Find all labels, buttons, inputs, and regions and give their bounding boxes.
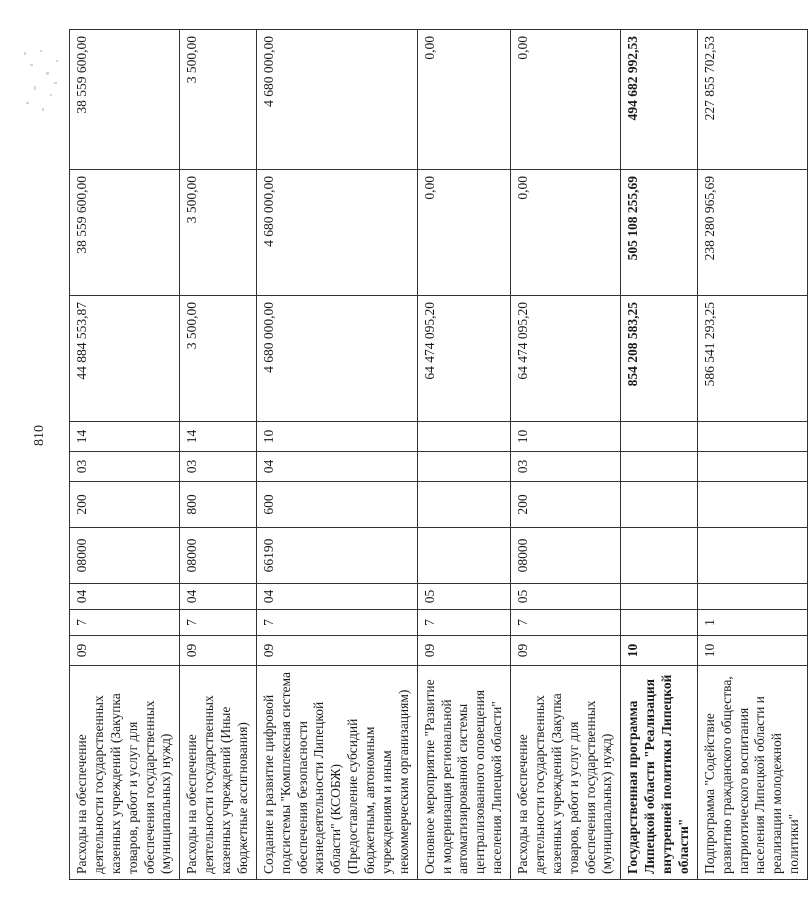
code-om [697, 584, 807, 610]
code-pp: 7 [70, 610, 180, 636]
amount-year2: 3 500,00 [180, 170, 257, 296]
amount-year2: 238 280 965,69 [697, 170, 807, 296]
code-gp: 09 [511, 636, 621, 666]
amount-year3: 38 559 600,00 [70, 30, 180, 170]
code-subsection: 10 [256, 422, 417, 452]
code-expense-type [417, 482, 510, 528]
amount-year1: 4 680 000,00 [256, 296, 417, 422]
code-gp: 10 [697, 636, 807, 666]
code-expense-type: 800 [180, 482, 257, 528]
budget-table [69, 29, 808, 880]
code-subsection [697, 422, 807, 452]
amount-year3: 494 682 992,53 [621, 30, 698, 170]
amount-year1: 3 500,00 [180, 296, 257, 422]
table-row [256, 30, 417, 880]
code-pp: 1 [697, 610, 807, 636]
code-expense-type: 200 [70, 482, 180, 528]
code-direction [621, 528, 698, 584]
scan-smudge [20, 42, 64, 122]
code-direction [417, 528, 510, 584]
code-gp: 10 [621, 636, 698, 666]
code-om [621, 584, 698, 610]
code-section: 04 [256, 452, 417, 482]
code-gp: 09 [256, 636, 417, 666]
code-subsection: 10 [511, 422, 621, 452]
name-cell: Государственная программа Липецкой области "Реализация внутренней политики Липецкой области" [621, 666, 698, 880]
amount-year2: 0,00 [511, 170, 621, 296]
name-cell: Подпрограмма "Содействие развитию гражданского общества, патриотического воспитания населения Липецкой области и реализации молодежной политики" [697, 666, 807, 880]
code-pp: 7 [180, 610, 257, 636]
code-expense-type: 600 [256, 482, 417, 528]
name-cell: Расходы на обеспечение деятельности государственных казенных учреждений (Закупка товаров, работ и услуг для обеспечения государственных (муниципальных) нужд) [511, 666, 621, 880]
table-row [697, 30, 807, 880]
code-section: 03 [511, 452, 621, 482]
code-pp: 7 [417, 610, 510, 636]
table-row [621, 30, 698, 880]
amount-year3: 227 855 702,53 [697, 30, 807, 170]
amount-year1: 44 884 553,87 [70, 296, 180, 422]
code-direction [697, 528, 807, 584]
code-om: 04 [256, 584, 417, 610]
table-row [180, 30, 257, 880]
name-cell: Расходы на обеспечение деятельности государственных казенных учреждений (Закупка товаров, работ и услуг для обеспечения государственных (муниципальных) нужд) [70, 666, 180, 880]
code-section [417, 452, 510, 482]
amount-year3: 3 500,00 [180, 30, 257, 170]
table-row [70, 30, 180, 880]
amount-year1: 64 474 095,20 [417, 296, 510, 422]
name-cell: Создание и развитие цифровой подсистемы "Комплексная система обеспечения безопасности жизнедеятельности Липецкой области" (КСОБЖ) (Предоставление субсидий бюджетным, автономным учреждениям и иным некоммерческим организациям) [256, 666, 417, 880]
budget-table-body [70, 30, 808, 880]
code-section [621, 452, 698, 482]
code-gp: 09 [180, 636, 257, 666]
code-om: 05 [417, 584, 510, 610]
code-section [697, 452, 807, 482]
code-section: 03 [180, 452, 257, 482]
amount-year1: 854 208 583,25 [621, 296, 698, 422]
code-gp: 09 [417, 636, 510, 666]
code-subsection [417, 422, 510, 452]
code-expense-type [621, 482, 698, 528]
name-cell: Основное мероприятие "Развитие и модернизация региональной автоматизированной системы централизованного оповещения населения Липецкой области" [417, 666, 510, 880]
code-pp: 7 [511, 610, 621, 636]
code-subsection [621, 422, 698, 452]
amount-year2: 4 680 000,00 [256, 170, 417, 296]
code-subsection: 14 [70, 422, 180, 452]
code-section: 03 [70, 452, 180, 482]
code-direction: 08000 [70, 528, 180, 584]
code-om: 04 [70, 584, 180, 610]
name-cell: Расходы на обеспечение деятельности государственных казенных учреждений (Иные бюджетные ассигнования) [180, 666, 257, 880]
code-gp: 09 [70, 636, 180, 666]
code-direction: 08000 [511, 528, 621, 584]
amount-year1: 64 474 095,20 [511, 296, 621, 422]
code-expense-type [697, 482, 807, 528]
amount-year1: 586 541 293,25 [697, 296, 807, 422]
page-number: 810 [32, 425, 47, 446]
amount-year3: 4 680 000,00 [256, 30, 417, 170]
amount-year3: 0,00 [511, 30, 621, 170]
code-om: 05 [511, 584, 621, 610]
table-row [417, 30, 510, 880]
code-pp [621, 610, 698, 636]
rotated-table-container [69, 30, 802, 880]
code-subsection: 14 [180, 422, 257, 452]
code-direction: 66190 [256, 528, 417, 584]
code-direction: 08000 [180, 528, 257, 584]
code-expense-type: 200 [511, 482, 621, 528]
code-pp: 7 [256, 610, 417, 636]
amount-year3: 0,00 [417, 30, 510, 170]
amount-year2: 38 559 600,00 [70, 170, 180, 296]
amount-year2: 0,00 [417, 170, 510, 296]
table-row [511, 30, 621, 880]
amount-year2: 505 108 255,69 [621, 170, 698, 296]
code-om: 04 [180, 584, 257, 610]
